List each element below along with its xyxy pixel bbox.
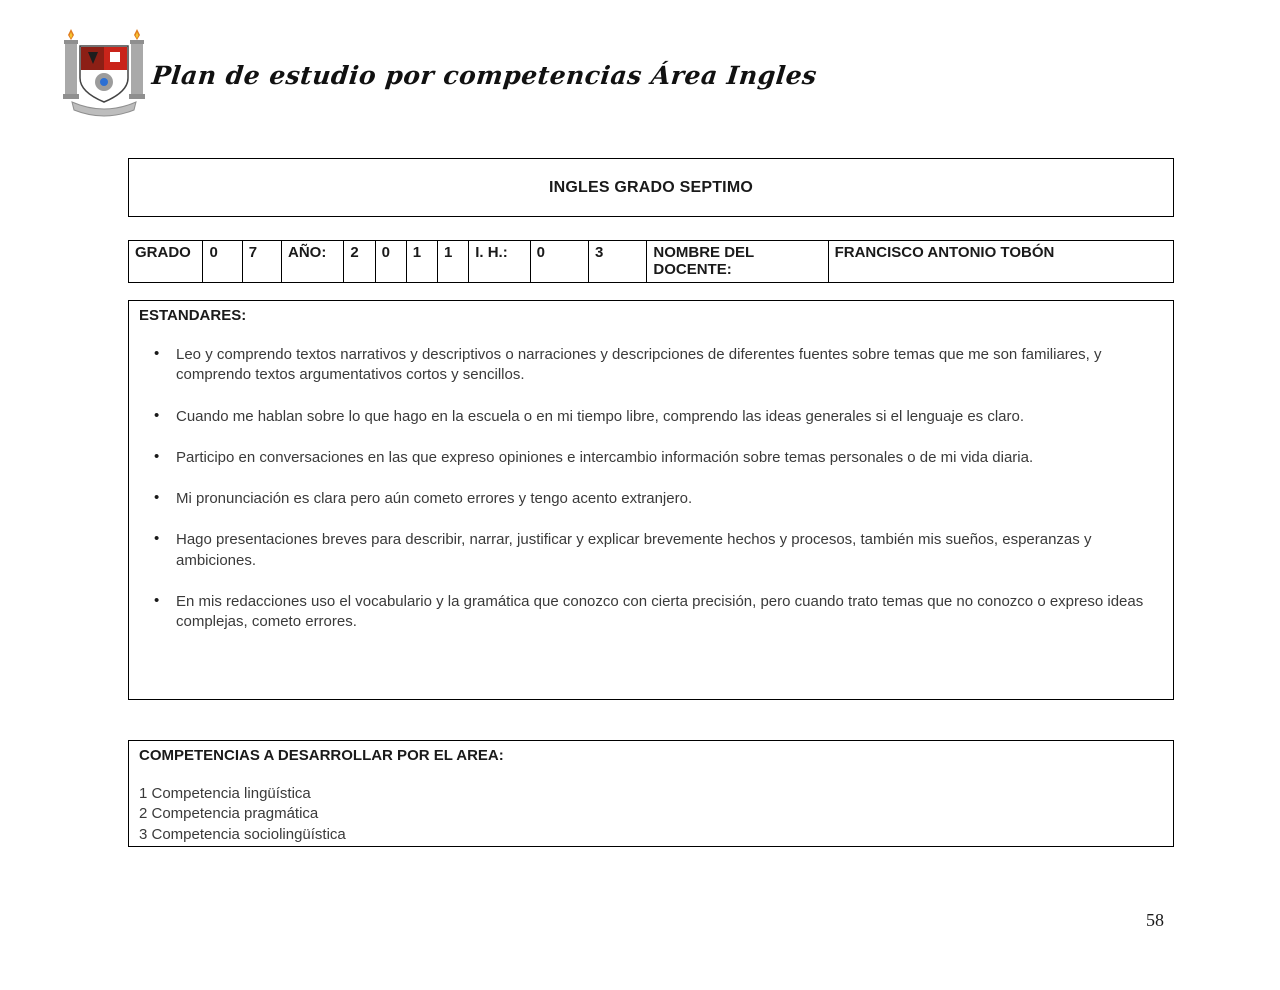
estandar-text: • Hago presentaciones breves para describir, narrar, justificar y explicar brevemente hechos y procesos, también mis sueños, esperanzas y ambiciones.	[176, 531, 1092, 569]
estandar-text: • En mis redacciones uso el vocabulario y la gramática que conozco con cierta precisión, pero cuando trato temas que no conozco o expreso ideas complejas, cometo errores.	[176, 592, 1144, 630]
grado-digit-cell: 7	[242, 241, 281, 283]
grado-label-cell: GRADO	[129, 241, 203, 283]
list-item	[139, 407, 1163, 427]
ano-digit-cell: 2	[344, 241, 375, 283]
ano-digit-cell: 1	[406, 241, 437, 283]
page-number: 58	[1146, 910, 1164, 930]
estandar-text: • Mi pronunciación es clara pero aún cometo errores y tengo acento extranjero.	[176, 490, 693, 507]
ih-digit-cell: 0	[530, 241, 588, 283]
list-item	[139, 592, 1163, 633]
estandar-text: • Cuando me hablan sobre lo que hago en la escuela o en mi tiempo libre, comprendo las ideas generales si el lenguaje es claro.	[176, 407, 1025, 425]
list-item	[139, 530, 1163, 571]
list-item	[139, 345, 1163, 386]
grade-table-wrap	[128, 240, 1174, 283]
document-title: INGLES GRADO SEPTIMO	[548, 178, 753, 196]
estandar-text: • Leo y comprendo textos narrativos y descriptivos o narraciones y descripciones de diferentes fuentes sobre temas que me son familiares, y comprendo textos argumentativos cortos y sencillos.	[176, 346, 1102, 384]
list-item	[139, 448, 1163, 468]
ih-label-cell: I. H.:	[469, 241, 530, 283]
crest-icon	[60, 28, 148, 123]
list-item	[139, 489, 1163, 509]
estandares-heading: ESTANDARES:	[139, 307, 247, 324]
competencias-heading: COMPETENCIAS A DESARROLLAR POR EL AREA:	[139, 747, 504, 764]
ano-label-cell: AÑO:	[281, 241, 343, 283]
docente-label-cell: NOMBRE DEL DOCENTE:	[647, 241, 828, 283]
list-item: 2 Competencia pragmática	[139, 805, 319, 823]
estandar-text: • Participo en conversaciones en las que expreso opiniones e intercambio información sobre temas personales o de mi vida diaria.	[176, 448, 1034, 466]
header-title: Plan de estudio por competencias Área Ingles	[150, 61, 819, 90]
grade-table-row	[129, 241, 1174, 283]
grado-digit-cell: 0	[203, 241, 242, 283]
ano-digit-cell: 0	[375, 241, 406, 283]
title-box	[128, 158, 1174, 217]
document-header	[60, 28, 817, 123]
competencias-box	[128, 740, 1174, 847]
list-item: 1 Competencia lingüística	[139, 785, 311, 802]
school-crest-logo	[60, 28, 148, 123]
ih-digit-cell: 3	[589, 241, 647, 283]
list-item: 3 Competencia sociolingüística	[139, 825, 346, 843]
estandares-box	[128, 300, 1174, 700]
grade-table	[128, 240, 1174, 283]
docente-name-cell: FRANCISCO ANTONIO TOBÓN	[828, 241, 1173, 283]
competencias-list	[139, 784, 1163, 845]
ano-digit-cell: 1	[438, 241, 469, 283]
